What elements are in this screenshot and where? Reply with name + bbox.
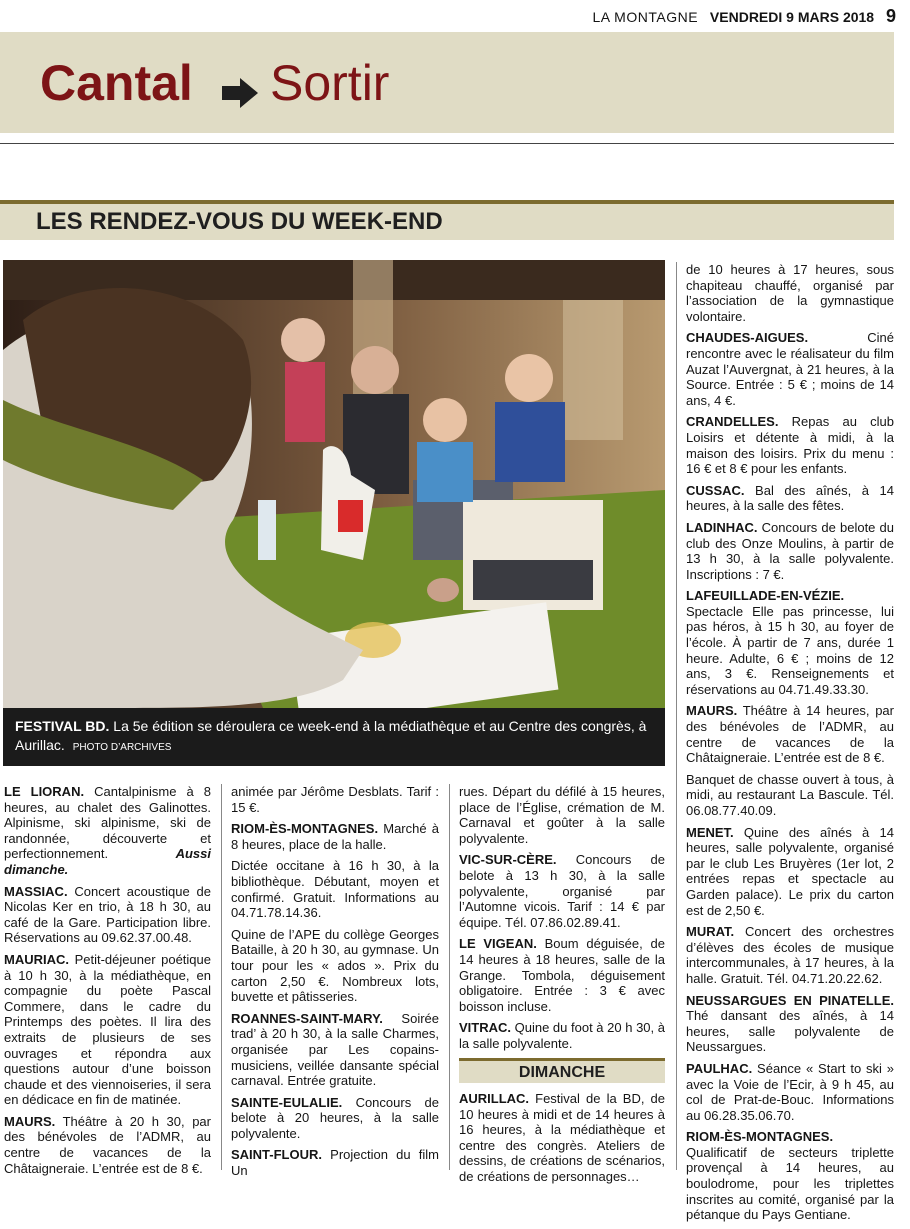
listing-place: RIOM-ÈS-MONTAGNES. — [686, 1129, 834, 1145]
listing-place: RIOM-ÈS-MONTAGNES. — [231, 821, 379, 837]
comic-signing-illustration — [3, 260, 665, 708]
listing-note: Aussi dimanche. — [4, 846, 211, 877]
listing-text: Théâtre à 14 heures, par des bénévoles de l’ADMR, au centre de vacances de la Châtaigneraie. L’entrée est de 8 €. — [686, 703, 894, 766]
listing-entry — [231, 927, 439, 1005]
listing-text: Bal des aînés, à 14 heures, à la salle des fêtes. — [686, 482, 894, 514]
listing-entry — [686, 483, 894, 514]
listing-place: SAINTE-EULALIE. — [231, 1094, 343, 1110]
listing-text: Projection du film Un — [231, 1147, 439, 1179]
listing-place: MENET. — [686, 824, 734, 840]
listing-entry — [686, 703, 894, 765]
listing-text: Séance « Start to ski » avec la Voie de l’Ecir, à 9 h 45, au col de Prat-de-Bouc. Informations au 06.28.35.06.70. — [686, 1060, 894, 1123]
listing-place: CUSSAC. — [686, 482, 745, 498]
listing-entry — [459, 784, 665, 846]
listing-place: LE VIGEAN. — [459, 936, 537, 952]
listing-entry — [686, 1129, 894, 1223]
page-header — [592, 6, 896, 27]
listing-entry — [686, 1061, 894, 1123]
listing-entry — [459, 1020, 665, 1051]
listing-text: Concours de belote du club des Onze Moulins, à partir de 13 h 30, à la salle polyvalente. Inscriptions : 7 €. — [686, 519, 894, 582]
listing-place: LADINHAC. — [686, 519, 758, 535]
newspaper-name: LA MONTAGNE — [592, 9, 699, 25]
listing-entry — [686, 772, 894, 819]
listing-entry — [459, 852, 665, 930]
listing-place: VITRAC. — [459, 1020, 511, 1036]
listing-text: Théâtre à 20 h 30, par des bénévoles de l’ADMR, au centre de vacances de la Châtaigneraie. L’entrée est de 8 €. — [4, 1113, 211, 1176]
listing-text: Ciné rencontre avec le réalisateur du film Auzat l’Auvergnat, à 21 heures, à la Source. Entrée : 5 € ; moins de 14 ans, 4 €. — [686, 330, 894, 408]
listing-place: NEUSSARGUES EN PINATELLE. — [686, 992, 894, 1008]
listing-text: Concours de belote à 13 h 30, à la salle polyvalente, organisé par l’Automne vicois. Tarif : 14 € par équipe. Tél. 07.86.02.89.41. — [459, 852, 665, 930]
listing-place: CHAUDES-AIGUES. — [686, 330, 809, 346]
listing-entry — [231, 821, 439, 852]
listing-entry — [4, 1114, 211, 1176]
listing-text: Quine des aînés à 14 heures, salle polyvalente, organisé par le club Les Bruyères (1er lot, 2 entrées repas et spectacle au Garden palace). Le prix du carton est de 2,50 €. — [686, 824, 894, 918]
photo-credit: PHOTO D’ARCHIVES — [72, 742, 172, 753]
listing-entry — [686, 588, 894, 697]
listing-text: Banquet de chasse ouvert à tous, à midi, au restaurant La Bascule. Tél. 06.08.77.40.09. — [686, 771, 894, 818]
listing-entry — [686, 924, 894, 986]
listing-place: PAULHAC. — [686, 1060, 753, 1076]
listing-place: MAURS. — [686, 703, 738, 719]
listing-place: MURAT. — [686, 924, 735, 940]
dimanche-heading: DIMANCHE — [459, 1058, 665, 1084]
listing-text: Concert des orchestres d’élèves des écoles de musique intercommunales, à 17 heures, à la halle. Gratuit. Tél. 04.71.20.22.62. — [686, 924, 894, 986]
listing-entry — [686, 414, 894, 476]
listing-entry — [686, 993, 894, 1055]
listing-place: LE LIORAN. — [4, 784, 85, 799]
listing-text: Concert acoustique de Nicolas Ker en trio, à 18 h 30, au café de la Gare. Participation libre. Réservations au 09.62.37.00.48. — [4, 883, 211, 946]
column-divider — [221, 784, 222, 1170]
issue-date: VENDREDI 9 MARS 2018 — [709, 9, 875, 25]
listing-text: Boum déguisée, de 14 heures à 18 heures, salle de la Grange. Tombola, déguisement obligatoire. Entrée : 3 € avec boisson incluse. — [459, 936, 665, 1014]
listing-entry — [686, 520, 894, 582]
listing-entry — [686, 330, 894, 408]
section-name: Cantal — [40, 55, 193, 111]
article-column-4 — [686, 262, 894, 1229]
listing-entry — [231, 1095, 439, 1142]
column-divider — [449, 784, 450, 1170]
listing-entry — [686, 262, 894, 324]
listing-text: Spectacle Elle pas princesse, lui pas héros, à 15 h 30, au foyer de l’école. À partir de 7 ans, durée 1 heure. Adulte, 6 € ; moins de 12 ans, 3 €. Renseignements et réservations au 04.71.49.33.30. — [686, 603, 894, 697]
divider — [0, 143, 894, 144]
section-title: LES RENDEZ-VOUS DU WEEK-END — [36, 208, 443, 235]
listing-text: Repas au club Loisirs et détente à midi, à la maison des loisirs. Prix du menu : 16 € et 8 € pour les enfants. — [686, 414, 894, 477]
listing-place: MAURS. — [4, 1113, 56, 1129]
listing-entry — [231, 1147, 439, 1178]
listing-entry — [231, 784, 439, 815]
listing-text: Thé dansant des aînés, à 14 heures, salle polyvalente de Neussargues. — [686, 1008, 894, 1055]
listing-entry — [4, 952, 211, 1108]
listing-text: rues. Départ du défilé à 15 heures, place de l’Église, crémation de M. Carnaval et goûter à la salle polyvalente. — [459, 784, 665, 846]
listing-place: AURILLAC. — [459, 1091, 530, 1107]
listing-place: MAURIAC. — [4, 951, 69, 967]
listing-entry — [459, 936, 665, 1014]
page-number: 9 — [885, 6, 896, 26]
section-bar — [0, 200, 894, 204]
listing-entry — [686, 825, 894, 919]
listing-text: Concours de belote à 20 heures, à la salle polyvalente. — [231, 1094, 439, 1141]
listing-place: MASSIAC. — [4, 883, 68, 899]
section-banner — [0, 32, 894, 133]
listing-entry — [4, 784, 211, 878]
caption-title: FESTIVAL BD. — [15, 718, 110, 734]
listing-entry — [4, 884, 211, 946]
listing-text: animée par Jérôme Desblats. Tarif : 15 €. — [231, 784, 439, 815]
listing-place: CRANDELLES. — [686, 414, 779, 430]
article-column-3 — [459, 784, 665, 1191]
listing-entry — [459, 1091, 665, 1185]
listing-place: ROANNES-SAINT-MARY. — [231, 1010, 383, 1026]
listing-place: VIC-SUR-CÈRE. — [459, 852, 557, 868]
listing-text: Soirée trad’ à 20 h 30, à la salle Charmes, organisée par Les copains-musiciens, veillée dansante spécial carnaval. Entrée gratuite. — [231, 1010, 439, 1089]
listing-text: Qualificatif de secteurs triplette provençal à 14 heures, au boulodrome, pour les triplettes inscrites au comité, organisé par la pétanque du Pays Gentiane. — [686, 1144, 894, 1223]
arrow-right-icon — [220, 76, 260, 110]
listing-text: de 10 heures à 17 heures, sous chapiteau chauffé, organisé par l’association de la gymnastique volontaire. — [686, 262, 894, 324]
listing-place: SAINT-FLOUR. — [231, 1147, 322, 1163]
caption-text: La 5e édition se déroulera ce week-end à la médiathèque et au Centre des congrès, à Aurillac. — [15, 718, 647, 753]
listing-text: Petit-déjeuner poétique à 10 h 30, à la médiathèque, en compagnie du poète Pascal Commere, dans le cadre du Printemps des poètes. Il lira des extraits de plusieurs de ses ouvrages et répondra aux questions autour d’une boisson chaude et des viennoiseries, il sera en dédicace en fin de matinée. — [4, 951, 211, 1108]
column-divider — [676, 262, 677, 1170]
listing-entry — [231, 1011, 439, 1089]
subsection-name: Sortir — [270, 55, 390, 111]
listing-text: Dictée occitane à 16 h 30, à la bibliothèque. Débutant, moyen et confirmé. Gratuit. Informations au 04.71.78.14.36. — [231, 858, 439, 921]
listing-text: Quine du foot à 20 h 30, à la salle polyvalente. — [459, 1020, 665, 1051]
article-column-2 — [231, 784, 439, 1185]
listing-text: Marché à 8 heures, place de la halle. — [231, 821, 439, 852]
listing-place: LAFEUILLADE-EN-VÉZIE. — [686, 588, 845, 604]
listing-text: Cantalpinisme à 8 heures, au chalet des Galinottes. Alpinisme, ski alpinisme, ski de randonnée, découverte et perfectionnement. — [4, 784, 211, 862]
photo-caption — [3, 708, 665, 766]
festival-photo — [3, 260, 665, 708]
listing-entry — [231, 858, 439, 920]
article-column-1 — [4, 784, 211, 1182]
listing-text: Quine de l’APE du collège Georges Bataille, à 20 h 30, au gymnase. Un tour pour les « ados ». Prix du carton 2,50 €. Nombreux lots, buvette et pâtisseries. — [231, 926, 439, 1005]
section-title-band — [0, 200, 894, 240]
listing-text: Festival de la BD, de 10 heures à midi et de 14 heures à 16 heures, à la médiathèque et centre des congrès. Ateliers de dessins, de créations de scénarios, de créations de personnages… — [459, 1091, 665, 1185]
